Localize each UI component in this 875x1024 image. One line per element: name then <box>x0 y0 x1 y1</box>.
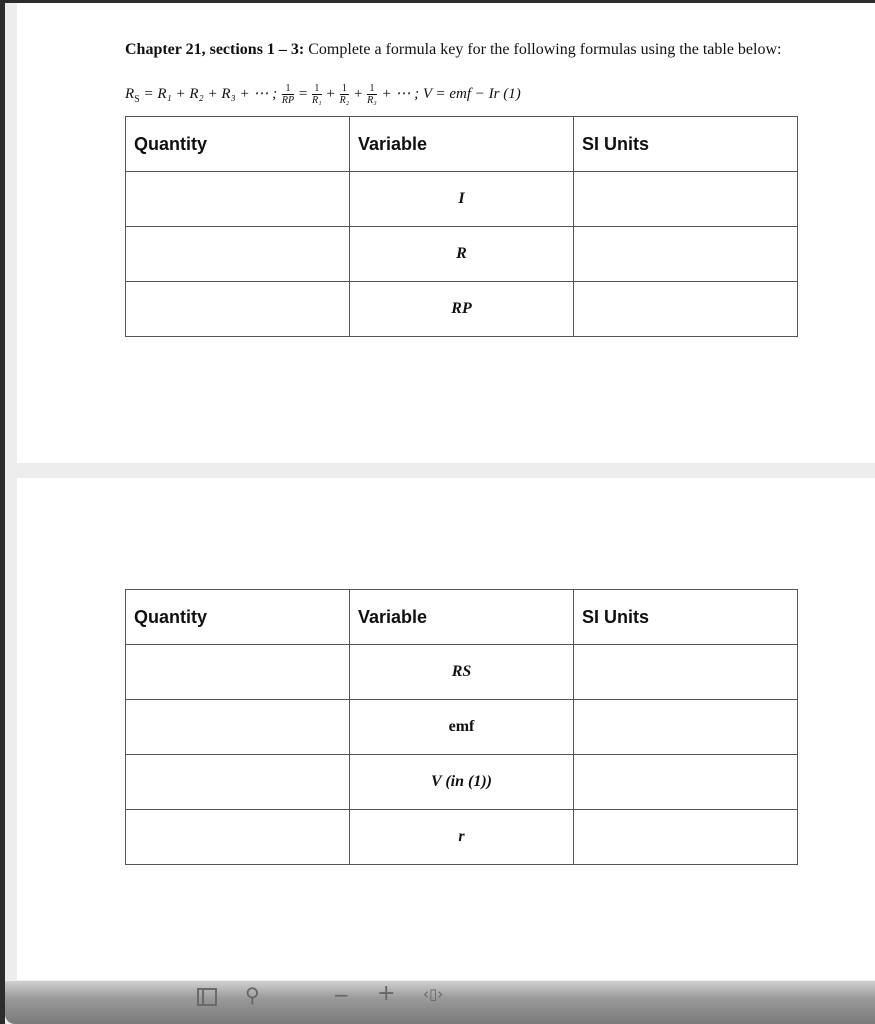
fraction-1-over-rp <box>282 83 294 106</box>
table-header-row <box>126 590 798 645</box>
fraction-1-over-r3 <box>367 83 377 106</box>
rs-symbol: R <box>125 85 135 102</box>
table-row <box>126 755 798 810</box>
viewer-toolbar <box>5 981 875 1024</box>
si-units-cell[interactable] <box>574 645 798 700</box>
variable-cell: RP <box>350 282 574 337</box>
variable-cell: R <box>350 227 574 282</box>
frac-num: 1 <box>282 83 294 95</box>
quantity-cell[interactable] <box>126 810 350 865</box>
formula-key-table-1 <box>125 116 798 337</box>
rs-subscript: S <box>134 93 140 105</box>
si-units-cell[interactable] <box>574 172 798 227</box>
header-quantity: Quantity <box>126 590 350 645</box>
instructions-text: Complete a formula key for the following formulas using the table below: <box>304 41 782 58</box>
fit-icon[interactable]: ‹▯› <box>423 985 444 1003</box>
table-row <box>126 227 798 282</box>
table-row <box>126 172 798 227</box>
table-row <box>126 810 798 865</box>
variable-cell: emf <box>350 700 574 755</box>
header-si-units: SI Units <box>574 590 798 645</box>
zoom-in-icon[interactable]: + <box>377 981 396 1006</box>
si-units-cell[interactable] <box>574 282 798 337</box>
formula-line: $R_S = R_1 + R_2 + R_3$ + ⋯ ; $\frac{1}{RP}$ = $\frac{1}{\text{R₁}}$ + $\frac{1}{\text{R₂}}$ + $\frac{1}{\text{R₃}}$ + ⋯ ; V = emf − Ir (1) <box>125 83 521 106</box>
si-units-cell[interactable] <box>574 755 798 810</box>
si-units-cell[interactable] <box>574 700 798 755</box>
table-row <box>126 700 798 755</box>
search-icon[interactable]: ⚲ <box>245 983 260 1007</box>
quantity-cell[interactable] <box>126 282 350 337</box>
quantity-cell[interactable] <box>126 755 350 810</box>
variable-cell: I <box>350 172 574 227</box>
table-row <box>126 645 798 700</box>
si-units-cell[interactable] <box>574 227 798 282</box>
table-header-row <box>126 117 798 172</box>
document-viewer <box>5 3 875 1024</box>
quantity-cell[interactable] <box>126 227 350 282</box>
formula-key-table-2 <box>125 589 798 865</box>
voltage-formula: + ⋯ ; V = emf − Ir (1) <box>377 85 521 102</box>
table-row <box>126 282 798 337</box>
variable-cell: r <box>350 810 574 865</box>
frac-num: 1 <box>312 83 322 95</box>
page-2 <box>17 478 875 980</box>
quantity-cell[interactable] <box>126 645 350 700</box>
header-variable: Variable <box>350 590 574 645</box>
fraction-1-over-r1 <box>312 83 322 106</box>
frac-den-r3: R₃ <box>367 95 377 106</box>
frac-den-r1: R₁ <box>312 95 322 106</box>
zoom-out-icon[interactable]: − <box>333 983 350 1007</box>
instructions <box>125 40 825 59</box>
frac-den-rp: RP <box>281 95 295 106</box>
variable-cell: V (in (1)) <box>350 755 574 810</box>
frac-num: 1 <box>340 83 350 95</box>
header-quantity: Quantity <box>126 117 350 172</box>
si-units-cell[interactable] <box>574 810 798 865</box>
quantity-cell[interactable] <box>126 700 350 755</box>
frac-den-r2: R₂ <box>339 95 350 106</box>
quantity-cell[interactable] <box>126 172 350 227</box>
sidebar-icon[interactable] <box>197 988 217 1006</box>
header-variable: Variable <box>350 117 574 172</box>
fraction-1-over-r2 <box>340 83 350 106</box>
frac-num: 1 <box>367 83 377 95</box>
series-formula: = R₁ + R₂ + R₃ + ⋯ ; <box>139 85 281 102</box>
chapter-label: Chapter 21, sections 1 – 3: <box>125 41 305 58</box>
variable-cell: RS <box>350 645 574 700</box>
header-si-units: SI Units <box>574 117 798 172</box>
page-1 <box>17 3 875 463</box>
